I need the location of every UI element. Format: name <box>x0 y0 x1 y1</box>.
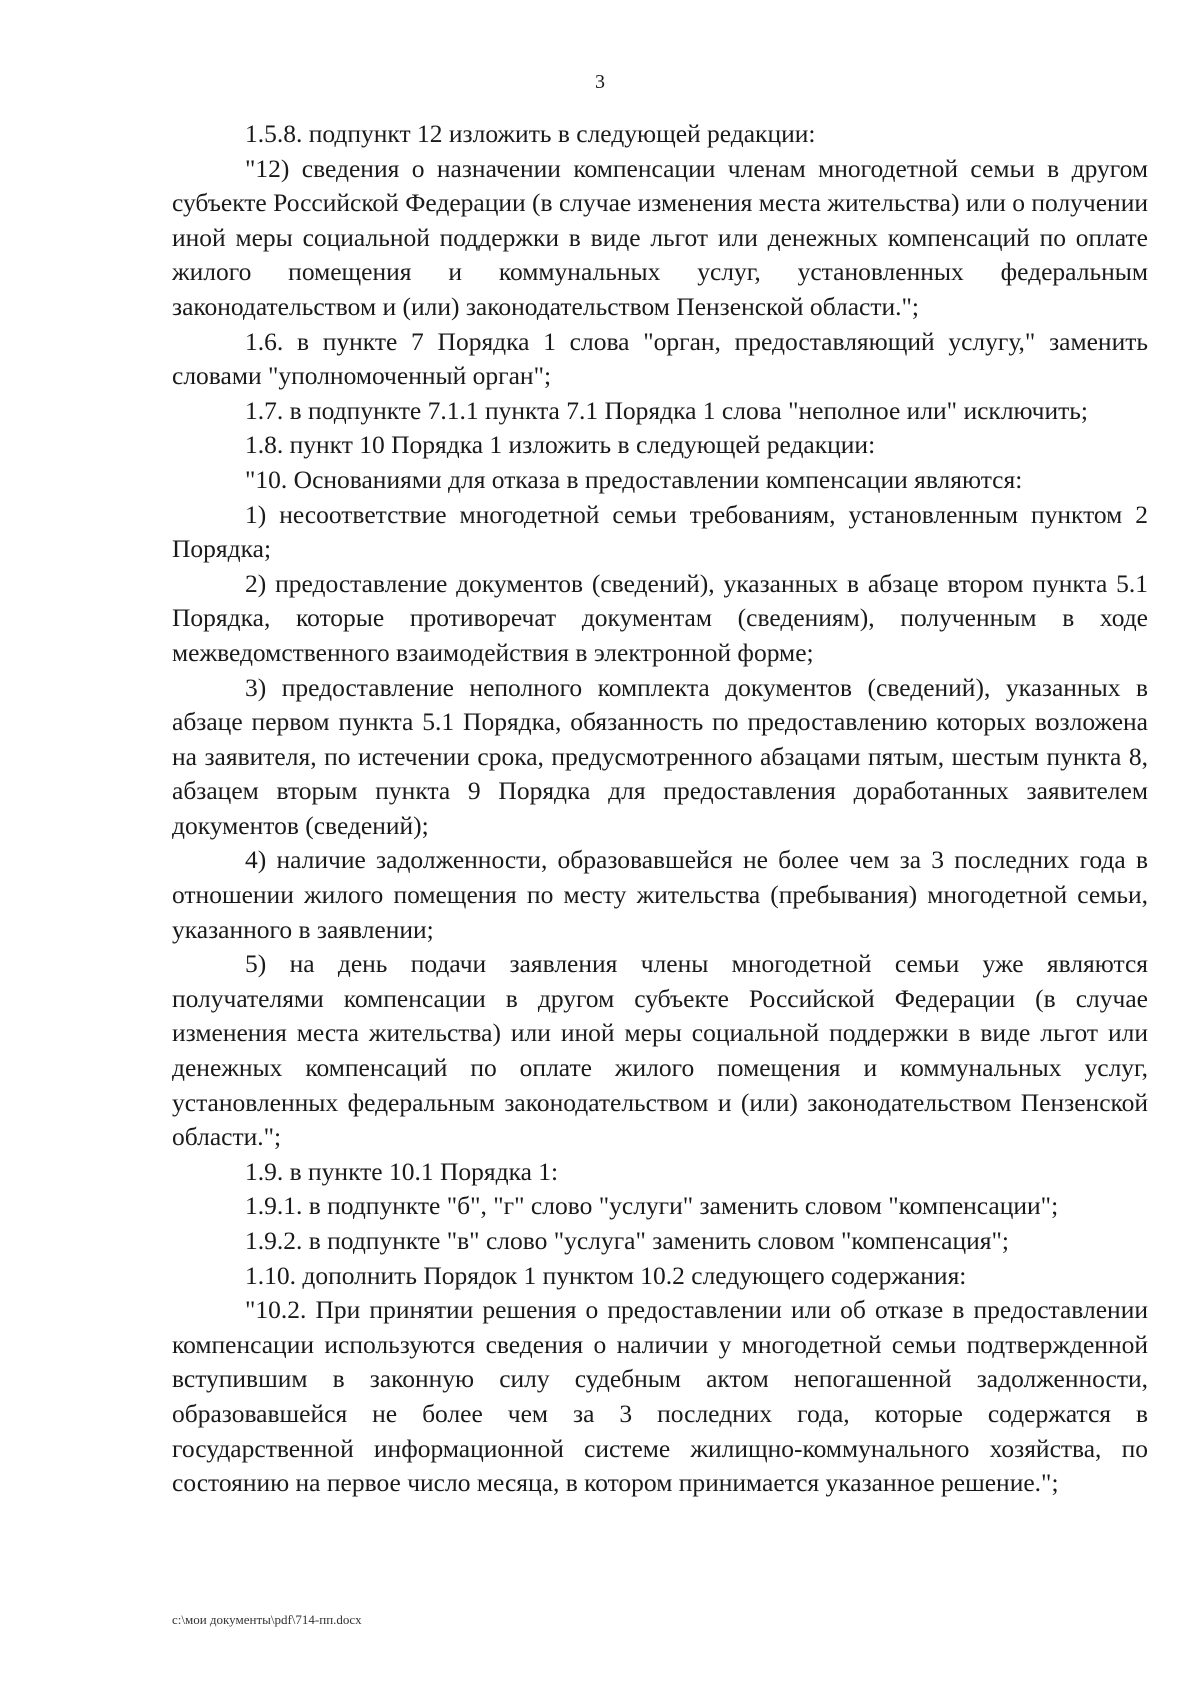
document-body <box>172 117 1148 1501</box>
paragraph-1-6: 1.6. в пункте 7 Порядка 1 слова "орган, предоставляющий услугу," заменить словами "уполномоченный орган"; <box>172 326 1148 391</box>
paragraph-item-10-2: "10.2. При принятии решения о предоставлении или об отказе в предоставлении компенсации используются сведения о наличии у многодетной семьи подтвержденной вступившим в законную силу судебным актом непогашенной задолженности, образовавшейся не более чем за 3 последних года, которые содержатся в государственной информационной системе жилищно-коммунального хозяйства, по состоянию на первое число месяца, в котором принимается указанное решение."; <box>172 1295 1148 1498</box>
paragraph-1-8: 1.8. пункт 10 Порядка 1 изложить в следующей редакции: <box>245 430 876 460</box>
paragraph-item-10: "10. Основаниями для отказа в предоставлении компенсации являются: <box>245 464 1023 494</box>
paragraph-item-12: "12) сведения о назначении компенсации членам многодетной семьи в другом субъекте Российской Федерации (в случае изменения места жительства) или о получении иной меры социальной поддержки в виде льгот или денежных компенсаций по оплате жилого помещения и коммунальных услуг, установленных федеральным законодательством и (или) законодательством Пензенской области."; <box>172 153 1148 321</box>
paragraph-refusal-4: 4) наличие задолженности, образовавшейся не более чем за 3 последних года в отношении жилого помещения по месту жительства (пребывания) многодетной семьи, указанного в заявлении; <box>172 845 1148 944</box>
paragraph-refusal-2: 2) предоставление документов (сведений), указанных в абзаце втором пункта 5.1 Порядка, которые противоречат документам (сведениям), полученным в ходе межведомственного взаимодействия в электронной форме; <box>172 568 1148 667</box>
paragraph-refusal-3: 3) предоставление неполного комплекта документов (сведений), указанных в абзаце первом пункта 5.1 Порядка, обязанность по предоставлению которых возложена на заявителя, по истечении срока, предусмотренного абзацами пятым, шестым пункта 8, абзацем вторым пункта 9 Порядка для предоставления доработанных заявителем документов (сведений); <box>172 672 1148 840</box>
paragraph-1-7: 1.7. в подпункте 7.1.1 пункта 7.1 Порядка 1 слова "неполное или" исключить; <box>245 395 1088 425</box>
paragraph-1-10: 1.10. дополнить Порядок 1 пунктом 10.2 следующего содержания: <box>245 1260 967 1290</box>
paragraph-1-9-1: 1.9.1. в подпункте "б", "г" слово "услуги" заменить словом "компенсации"; <box>245 1191 1059 1221</box>
paragraph-refusal-5: 5) на день подачи заявления члены многодетной семьи уже являются получателями компенсации в другом субъекте Российской Федерации (в случае изменения места жительства) или иной меры социальной поддержки в виде льгот или денежных компенсаций по оплате жилого помещения и коммунальных услуг, установленных федеральным законодательством и (или) законодательством Пензенской области."; <box>172 949 1148 1152</box>
paragraph-1-9: 1.9. в пункте 10.1 Порядка 1: <box>245 1156 559 1186</box>
page-number: 3 <box>595 71 605 93</box>
paragraph-1-9-2: 1.9.2. в подпункте "в" слово "услуга" заменить словом "компенсация"; <box>245 1226 1009 1255</box>
footer-file-path: c:\мои документы\pdf\714-пп.docx <box>172 1612 362 1627</box>
paragraph-refusal-1: 1) несоответствие многодетной семьи требованиям, установленным пунктом 2 Порядка; <box>172 499 1148 564</box>
paragraph-1-5-8: 1.5.8. подпункт 12 изложить в следующей редакции: <box>245 119 816 148</box>
